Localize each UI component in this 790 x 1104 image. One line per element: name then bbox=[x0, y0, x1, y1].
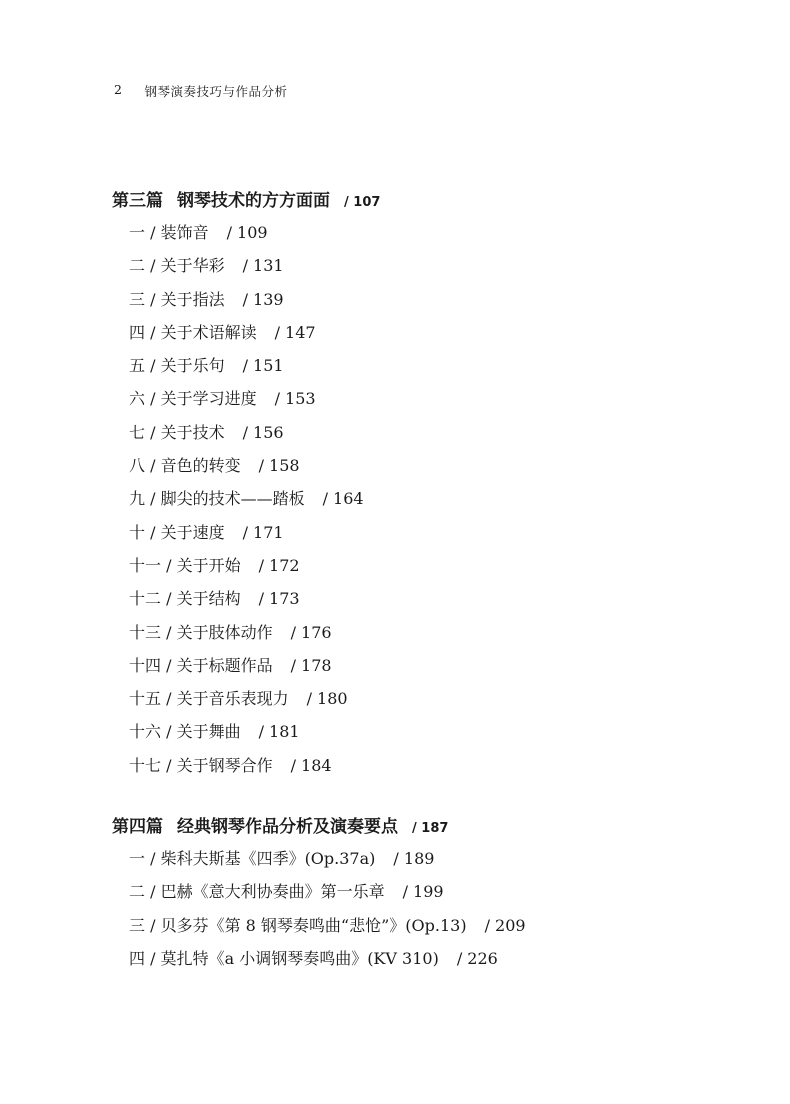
toc-entry bbox=[112, 715, 712, 748]
table-of-contents bbox=[112, 186, 712, 975]
entry-page-number: / 147 bbox=[274, 322, 316, 342]
part-heading bbox=[112, 812, 712, 842]
entry-title: 十五 / 关于音乐表现力 bbox=[129, 689, 289, 709]
entry-page-number: / 172 bbox=[258, 555, 300, 575]
page-number: 2 bbox=[114, 82, 123, 97]
entry-title: 一 / 装饰音 bbox=[129, 223, 209, 242]
entry-title: 四 / 关于术语解读 bbox=[129, 322, 257, 342]
toc-entry bbox=[112, 682, 712, 715]
entry-title: 十六 / 关于舞曲 bbox=[129, 722, 241, 742]
entry-page-number: / 171 bbox=[242, 522, 284, 542]
entry-title: 六 / 关于学习进度 bbox=[129, 389, 257, 409]
toc-entry bbox=[112, 249, 712, 282]
entry-page-number: / 109 bbox=[226, 223, 268, 242]
toc-entry bbox=[112, 449, 712, 482]
toc-entry bbox=[112, 382, 712, 415]
toc-entry bbox=[112, 649, 712, 682]
entry-page-number: / 139 bbox=[242, 289, 284, 309]
entry-title: 五 / 关于乐句 bbox=[129, 356, 225, 376]
toc-entry bbox=[112, 942, 712, 975]
toc-entry bbox=[112, 842, 712, 875]
entry-page-number: / 153 bbox=[274, 389, 316, 409]
entry-title: 三 / 关于指法 bbox=[129, 289, 225, 309]
entry-page-number: / 131 bbox=[242, 256, 284, 276]
toc-entry bbox=[112, 549, 712, 582]
entry-title: 十一 / 关于开始 bbox=[129, 555, 241, 575]
entry-title: 十四 / 关于标题作品 bbox=[129, 655, 273, 675]
entry-title: 一 / 柴科夫斯基《四季》(Op.37a) bbox=[129, 849, 376, 869]
part-page-number: / 187 bbox=[412, 821, 449, 837]
entry-page-number: / 189 bbox=[393, 849, 435, 869]
entry-page-number: / 226 bbox=[456, 948, 498, 968]
entry-title: 三 / 贝多芬《第 8 钢琴奏鸣曲“悲怆”》(Op.13) bbox=[129, 915, 467, 935]
entry-page-number: / 158 bbox=[258, 456, 300, 476]
entry-page-number: / 151 bbox=[242, 356, 284, 376]
entry-title: 九 / 脚尖的技术——踏板 bbox=[129, 489, 305, 509]
entry-page-number: / 184 bbox=[290, 755, 332, 775]
entry-title: 二 / 巴赫《意大利协奏曲》第一乐章 bbox=[129, 882, 385, 902]
part-title: 钢琴技术的方方面面 bbox=[177, 191, 330, 211]
entry-page-number: / 180 bbox=[306, 689, 348, 709]
part-page-number: / 107 bbox=[344, 195, 381, 210]
part-label: 第三篇 bbox=[112, 191, 163, 211]
entry-page-number: / 173 bbox=[258, 589, 300, 609]
entry-title: 七 / 关于技术 bbox=[129, 422, 225, 442]
entry-title: 十三 / 关于肢体动作 bbox=[129, 622, 273, 642]
toc-entry bbox=[112, 909, 712, 942]
toc-entry bbox=[112, 316, 712, 349]
toc-entry bbox=[112, 482, 712, 515]
toc-entry bbox=[112, 416, 712, 449]
toc-entry bbox=[112, 349, 712, 382]
entry-title: 二 / 关于华彩 bbox=[129, 256, 225, 276]
toc-entry bbox=[112, 616, 712, 649]
entry-title: 八 / 音色的转变 bbox=[129, 456, 241, 476]
part-heading bbox=[112, 186, 712, 216]
entry-page-number: / 156 bbox=[242, 422, 284, 442]
entry-page-number: / 181 bbox=[258, 722, 300, 742]
toc-entry bbox=[112, 875, 712, 908]
toc-entry bbox=[112, 582, 712, 615]
entry-title: 十七 / 关于钢琴合作 bbox=[129, 755, 273, 775]
entry-page-number: / 209 bbox=[484, 915, 526, 935]
toc-part-4 bbox=[112, 812, 712, 975]
entry-title: 四 / 莫扎特《a 小调钢琴奏鸣曲》(KV 310) bbox=[129, 948, 439, 968]
book-title: 钢琴演奏技巧与作品分析 bbox=[144, 84, 288, 99]
entry-page-number: / 199 bbox=[402, 882, 444, 902]
entry-title: 十 / 关于速度 bbox=[129, 522, 225, 542]
entry-title: 十二 / 关于结构 bbox=[129, 589, 241, 609]
entry-page-number: / 178 bbox=[290, 655, 332, 675]
entry-page-number: / 176 bbox=[290, 622, 332, 642]
part-title: 经典钢琴作品分析及演奏要点 bbox=[177, 817, 398, 838]
running-header bbox=[114, 82, 287, 100]
part-label: 第四篇 bbox=[112, 817, 163, 838]
entry-page-number: / 164 bbox=[322, 489, 364, 509]
toc-part-3 bbox=[112, 186, 712, 782]
toc-entry bbox=[112, 749, 712, 782]
toc-entry bbox=[112, 283, 712, 316]
toc-entry bbox=[112, 216, 712, 249]
toc-entry bbox=[112, 516, 712, 549]
